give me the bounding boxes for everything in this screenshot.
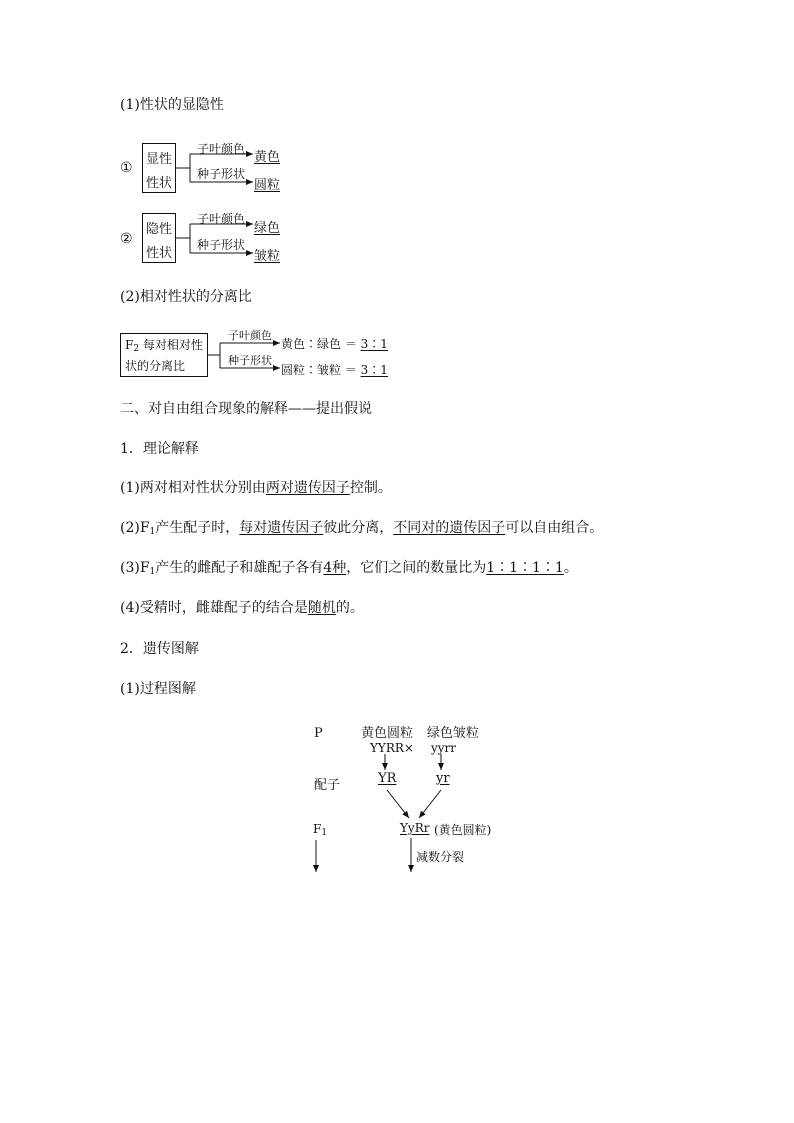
underlined-answer: 4种 — [323, 560, 347, 576]
gamete-2: yr — [436, 771, 450, 786]
cross-symbol: × — [403, 741, 414, 755]
theory-heading: 1．理论解释 — [120, 441, 199, 457]
subscript: 1 — [149, 567, 156, 577]
branch-value: 黄色 — [254, 150, 281, 165]
text: (4)受精时，雌雄配子的结合是 — [120, 600, 308, 616]
cross-arrows — [316, 754, 441, 872]
generation-label-gamete: 配子 — [314, 778, 341, 793]
text: (2)F — [120, 520, 150, 536]
item-number-2: ② — [120, 231, 133, 247]
underlined-answer: 1∶1∶1∶1 — [486, 560, 564, 576]
branch-label: 子叶颜色 — [197, 212, 246, 226]
parent2-phenotype: 绿色皱粒 — [427, 726, 480, 741]
box-text: 性状 — [145, 246, 172, 261]
subscript: 1 — [149, 527, 156, 537]
branch-label: 种子形状 — [197, 238, 246, 252]
underlined-answer: 不同对的遗传因子 — [393, 520, 506, 536]
ratio-text: 黄色∶绿色 ＝ — [281, 337, 361, 351]
box-text: 显性 — [145, 152, 172, 167]
text: 产生配子时， — [155, 520, 240, 536]
text: 的。 — [335, 600, 364, 616]
diagram-heading: 2．遗传图解 — [120, 641, 199, 657]
branch-label: 子叶颜色 — [197, 142, 246, 156]
parent1-genotype: YYRR — [370, 741, 404, 755]
meiosis-label: 减数分裂 — [416, 850, 465, 864]
text: (3)F — [120, 560, 150, 576]
parent2-genotype: yyrr — [431, 741, 457, 755]
box-text-sub: 2 — [133, 344, 140, 354]
text: 控制。 — [349, 480, 392, 496]
subheading-dominance: (1)性状的显隐性 — [120, 97, 224, 113]
f1-genotype: YyRr — [400, 821, 430, 835]
branch-value: 圆粒 — [254, 178, 281, 193]
underlined-answer: 随机 — [307, 600, 336, 616]
text: 产生的雌配子和雄配子各有 — [155, 560, 324, 576]
text: (1)两对相对性状分别由 — [120, 480, 266, 496]
box-text-rest: 每对相对性 — [139, 338, 203, 352]
subscript: 1 — [321, 828, 328, 838]
generation-label-p: P — [314, 726, 323, 741]
branch-label: 种子形状 — [228, 354, 272, 367]
text: F — [313, 822, 322, 836]
subheading-ratio: (2)相对性状的分离比 — [120, 289, 252, 305]
box-text: 状的分离比 — [125, 359, 186, 373]
gamete-1: YR — [378, 771, 397, 786]
text: 彼此分离， — [323, 520, 394, 536]
section-title: 二、对自由组合现象的解释——提出假说 — [120, 401, 372, 417]
text: 。 — [563, 560, 578, 576]
diagram-subheading: (1)过程图解 — [120, 681, 196, 697]
text: 可以自由组合。 — [505, 520, 604, 536]
text: ，它们之间的数量比为 — [346, 560, 487, 576]
ratio-text: 圆粒∶皱粒 ＝ — [281, 363, 361, 377]
branch-value: 绿色 — [254, 221, 281, 236]
f1-phenotype: (黄色圆粒) — [434, 823, 492, 837]
ratio-value: 3∶1 — [360, 337, 388, 351]
ratio-value: 3∶1 — [360, 363, 388, 377]
branch-value: 皱粒 — [254, 249, 281, 264]
box-text-f: F — [125, 338, 134, 352]
branch-label: 子叶颜色 — [228, 329, 272, 342]
item-number-1: ① — [120, 160, 133, 176]
box-text: 性状 — [145, 176, 172, 191]
branch-label: 种子形状 — [197, 167, 246, 181]
connector-lines — [176, 224, 253, 253]
parent1-phenotype: 黄色圆粒 — [361, 726, 414, 741]
connector-lines — [176, 154, 253, 182]
connector-lines — [208, 343, 280, 368]
box-text: 隐性 — [145, 222, 172, 237]
underlined-answer: 每对遗传因子 — [239, 520, 324, 536]
underlined-answer: 两对遗传因子 — [265, 480, 350, 496]
